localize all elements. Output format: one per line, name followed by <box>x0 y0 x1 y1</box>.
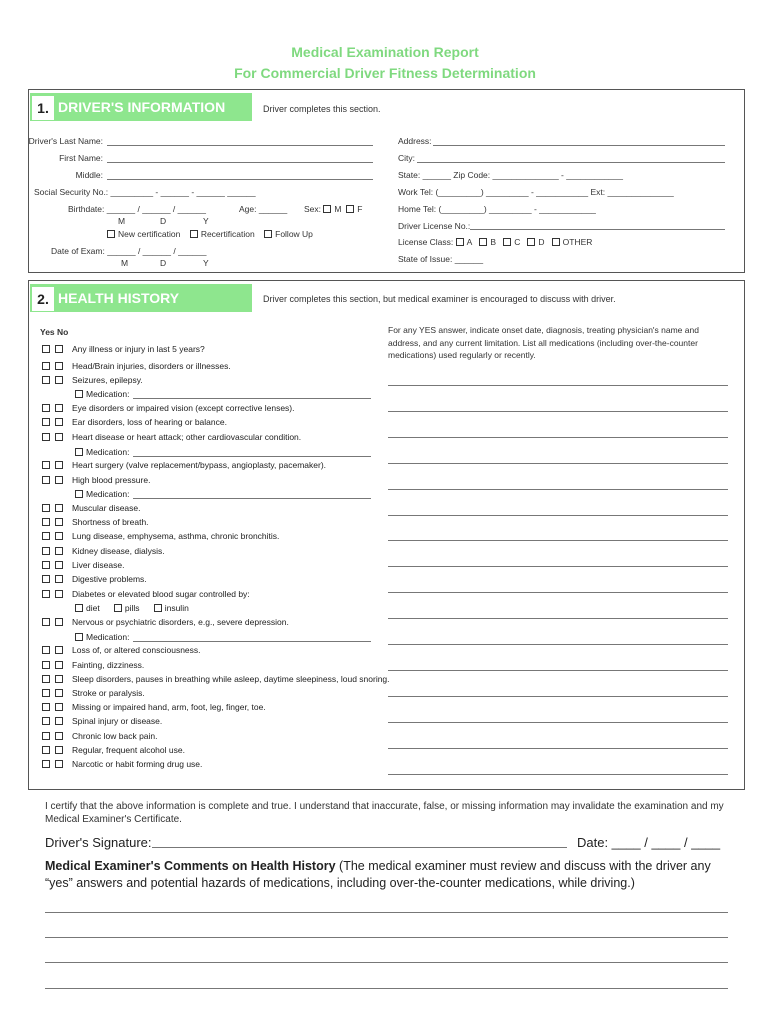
sex-m-checkbox[interactable] <box>323 205 331 213</box>
class-other-label: OTHER <box>562 237 593 247</box>
no-checkbox[interactable] <box>55 717 63 725</box>
exam-mdy-d: D <box>160 258 167 268</box>
no-checkbox[interactable] <box>55 618 63 626</box>
diet-checkbox[interactable] <box>75 604 83 612</box>
yes-checkbox[interactable] <box>42 732 50 740</box>
no-checkbox[interactable] <box>55 575 63 583</box>
yes-checkbox[interactable] <box>42 760 50 768</box>
yes-checkbox[interactable] <box>42 362 50 370</box>
last-name-label: Driver's Last Name: <box>28 136 103 146</box>
signature-field[interactable] <box>152 847 567 848</box>
mdy-y: Y <box>203 216 209 226</box>
explanation-line[interactable] <box>388 644 728 645</box>
home-tel-field[interactable]: Home Tel: (_________) _________ - ____________ <box>398 204 596 214</box>
health-item-label: Seizures, epilepsy. <box>72 375 143 385</box>
no-checkbox[interactable] <box>55 345 63 353</box>
recert-label: Recertification <box>200 229 255 239</box>
medication-row <box>75 632 129 642</box>
section1-note: Driver completes this section. <box>263 104 381 114</box>
health-item <box>42 517 149 527</box>
health-item-label: Digestive problems. <box>72 574 147 584</box>
medication-label: Medication: <box>86 632 130 642</box>
explanation-line[interactable] <box>388 592 728 593</box>
health-item-label: Heart surgery (valve replacement/bypass, angioplasty, pacemaker). <box>72 460 327 470</box>
no-checkbox[interactable] <box>55 703 63 711</box>
health-item <box>42 403 295 413</box>
yes-checkbox[interactable] <box>42 418 50 426</box>
diet-label: diet <box>86 603 100 613</box>
yes-checkbox[interactable] <box>42 532 50 540</box>
health-item-label: Fainting, dizziness. <box>72 660 145 670</box>
health-item-label: High blood pressure. <box>72 475 151 485</box>
explanation-line[interactable] <box>388 566 728 567</box>
follow-up-label: Follow Up <box>275 229 313 239</box>
sex-m-label: M <box>334 204 342 214</box>
section1-header <box>30 93 252 121</box>
class-c-label: C <box>514 237 521 247</box>
health-item <box>42 361 231 371</box>
comment-line[interactable] <box>45 962 728 963</box>
health-item-label: Spinal injury or disease. <box>72 716 163 726</box>
section2-header <box>30 284 252 312</box>
health-item <box>42 674 390 684</box>
health-item-label: Liver disease. <box>72 560 125 570</box>
no-checkbox[interactable] <box>55 362 63 370</box>
medication-label: Medication: <box>86 389 130 399</box>
health-item-label: Loss of, or altered consciousness. <box>72 645 201 655</box>
sex-options <box>304 204 362 214</box>
examiner-comments-heading <box>45 858 735 892</box>
yes-checkbox[interactable] <box>42 575 50 583</box>
health-item <box>42 759 202 769</box>
medication-row <box>75 489 129 499</box>
health-item-label: Sleep disorders, pauses in breathing while asleep, daytime sleepiness, loud snoring. <box>72 674 390 684</box>
yes-checkbox[interactable] <box>42 404 50 412</box>
explanation-line[interactable] <box>388 748 728 749</box>
health-item <box>42 475 150 485</box>
class-d-label: D <box>538 237 545 247</box>
health-item-label: Narcotic or habit forming drug use. <box>72 759 203 769</box>
health-item <box>42 731 158 741</box>
yes-checkbox[interactable] <box>42 518 50 526</box>
health-item-label: Nervous or psychiatric disorders, e.g., severe depression. <box>72 617 289 627</box>
yes-checkbox[interactable] <box>42 703 50 711</box>
yes-checkbox[interactable] <box>42 561 50 569</box>
sex-label: Sex: <box>304 204 322 214</box>
first-name-field[interactable] <box>107 162 373 163</box>
no-checkbox[interactable] <box>55 518 63 526</box>
no-checkbox[interactable] <box>55 547 63 555</box>
insulin-checkbox[interactable] <box>154 604 162 612</box>
explanation-line[interactable] <box>388 540 728 541</box>
class-other-checkbox[interactable] <box>552 238 560 246</box>
yes-checkbox[interactable] <box>42 504 50 512</box>
comments-bold: Medical Examiner's Comments on Health History <box>45 859 336 873</box>
medication-field[interactable] <box>133 641 371 642</box>
health-item <box>42 660 144 670</box>
health-item <box>42 645 201 655</box>
last-name-field[interactable] <box>107 145 373 146</box>
explanation-line[interactable] <box>388 411 728 412</box>
recert-checkbox[interactable] <box>190 230 198 238</box>
middle-field[interactable] <box>107 179 373 180</box>
no-checkbox[interactable] <box>55 689 63 697</box>
no-checkbox[interactable] <box>55 760 63 768</box>
health-item <box>42 503 141 513</box>
no-checkbox[interactable] <box>55 746 63 754</box>
explanation-line[interactable] <box>388 515 728 516</box>
mdy-m: M <box>118 216 126 226</box>
explanation-line[interactable] <box>388 696 728 697</box>
health-item-label: Chronic low back pain. <box>72 731 158 741</box>
health-item <box>42 574 147 584</box>
medication-row <box>75 447 129 457</box>
no-checkbox[interactable] <box>55 476 63 484</box>
medication-label: Medication: <box>86 489 130 499</box>
health-item <box>42 546 165 556</box>
yes-instructions: For any YES answer, indicate onset date, diagnosis, treating physician's name and address, and any current limitation. List all medications (including over-the-counter medications) used regularly or recently. <box>388 325 699 360</box>
no-checkbox[interactable] <box>55 732 63 740</box>
health-item <box>42 688 145 698</box>
license-class-label: License Class: <box>398 237 454 247</box>
explanation-line[interactable] <box>388 722 728 723</box>
comment-line[interactable] <box>45 912 728 913</box>
health-item-label: Ear disorders, loss of hearing or balance. <box>72 417 227 427</box>
sex-f-label: F <box>357 204 363 214</box>
health-item <box>42 375 143 385</box>
exam-mdy-m: M <box>121 258 129 268</box>
yes-checkbox[interactable] <box>42 590 50 598</box>
comment-line[interactable] <box>45 937 728 938</box>
license-class-row <box>398 237 592 247</box>
section2-title: HEALTH HISTORY <box>58 290 180 306</box>
health-item-label: Shortness of breath. <box>72 517 149 527</box>
health-item <box>42 460 326 470</box>
yes-checkbox[interactable] <box>42 547 50 555</box>
yes-checkbox[interactable] <box>42 675 50 683</box>
mdy-d: D <box>160 216 167 226</box>
no-checkbox[interactable] <box>55 661 63 669</box>
health-item <box>42 745 185 755</box>
first-name-label: First Name: <box>59 153 103 163</box>
medication-checkbox[interactable] <box>75 448 83 456</box>
city-label: City: <box>398 153 415 163</box>
yes-checkbox[interactable] <box>42 646 50 654</box>
class-c-checkbox[interactable] <box>503 238 511 246</box>
address-label: Address: <box>398 136 432 146</box>
no-checkbox[interactable] <box>55 433 63 441</box>
medication-row <box>75 389 129 399</box>
health-item-label: Stroke or paralysis. <box>72 688 145 698</box>
health-item-label: Diabetes or elevated blood sugar controlled by: <box>72 589 250 599</box>
section2-number: 2. <box>32 287 54 311</box>
new-cert-label: New certification <box>118 229 181 239</box>
address-field[interactable] <box>433 145 725 146</box>
state-issue-field[interactable]: State of Issue: ______ <box>398 254 484 264</box>
comments-rest: (The medical examiner must review and discuss with the driver any “yes” answers and potential hazards of medications, including over-the-counter medications, while driving.) <box>45 859 711 890</box>
no-checkbox[interactable] <box>55 404 63 412</box>
certify-statement: I certify that the above information is complete and true. I understand that inaccurate, false, or missing information may invalidate the examination and my Medical Examiner's Certificate. <box>45 801 724 825</box>
explanation-line[interactable] <box>388 670 728 671</box>
cert-options <box>107 229 313 239</box>
health-item <box>42 417 227 427</box>
class-b-label: B <box>490 237 497 247</box>
class-b-checkbox[interactable] <box>479 238 487 246</box>
state-zip-field[interactable]: State: ______ Zip Code: ______________ - ____________ <box>398 170 623 180</box>
health-item <box>42 344 205 354</box>
health-item-label: Missing or impaired hand, arm, foot, leg, finger, toe. <box>72 702 266 712</box>
health-item <box>42 702 266 712</box>
explanation-line[interactable] <box>388 774 728 775</box>
health-item-label: Heart disease or heart attack; other cardiovascular condition. <box>72 432 302 442</box>
explanation-line[interactable] <box>388 463 728 464</box>
health-item <box>42 531 279 541</box>
health-item-label: Lung disease, emphysema, asthma, chronic bronchitis. <box>72 531 280 541</box>
no-checkbox[interactable] <box>55 418 63 426</box>
city-field[interactable] <box>417 162 725 163</box>
health-item <box>42 589 250 599</box>
yes-checkbox[interactable] <box>42 717 50 725</box>
age-field[interactable]: Age: ______ <box>239 204 288 214</box>
explanation-line[interactable] <box>388 437 728 438</box>
yes-checkbox[interactable] <box>42 376 50 384</box>
middle-label: Middle: <box>75 170 103 180</box>
health-item-label: Regular, frequent alcohol use. <box>72 745 185 755</box>
form-subtitle: For Commercial Driver Fitness Determination <box>234 65 536 81</box>
ssn-field[interactable]: Social Security No.: _________ - ______ - ______ ______ <box>34 187 256 197</box>
no-checkbox[interactable] <box>55 376 63 384</box>
exam-mdy-y: Y <box>203 258 209 268</box>
health-item <box>42 432 301 442</box>
follow-up-checkbox[interactable] <box>264 230 272 238</box>
health-item <box>42 617 289 627</box>
explanation-line[interactable] <box>388 618 728 619</box>
health-item-label: Eye disorders or impaired vision (except corrective lenses). <box>72 403 295 413</box>
no-checkbox[interactable] <box>55 504 63 512</box>
new-cert-checkbox[interactable] <box>107 230 115 238</box>
pills-label: pills <box>124 603 140 613</box>
no-checkbox[interactable] <box>55 646 63 654</box>
yes-checkbox[interactable] <box>42 689 50 697</box>
medication-label: Medication: <box>86 447 130 457</box>
medication-field[interactable] <box>133 456 371 457</box>
no-checkbox[interactable] <box>55 461 63 469</box>
signature-label: Driver's Signature: <box>45 835 152 850</box>
no-checkbox[interactable] <box>55 590 63 598</box>
medication-field[interactable] <box>133 498 371 499</box>
form-title: Medical Examination Report <box>291 44 479 60</box>
medication-checkbox[interactable] <box>75 490 83 498</box>
class-d-checkbox[interactable] <box>527 238 535 246</box>
yes-checkbox[interactable] <box>42 746 50 754</box>
yes-checkbox[interactable] <box>42 461 50 469</box>
section1-title: DRIVER'S INFORMATION <box>58 99 226 115</box>
no-checkbox[interactable] <box>55 561 63 569</box>
health-item <box>42 560 124 570</box>
explanation-line[interactable] <box>388 385 728 386</box>
no-checkbox[interactable] <box>55 532 63 540</box>
health-item <box>42 716 162 726</box>
date-exam-field[interactable]: Date of Exam: ______ / ______ / ______ <box>51 246 207 256</box>
health-item-label: Muscular disease. <box>72 503 141 513</box>
class-a-label: A <box>466 237 473 247</box>
yes-checkbox[interactable] <box>42 618 50 626</box>
birthdate-field[interactable]: Birthdate: ______ / ______ / ______ <box>68 204 207 214</box>
comment-line[interactable] <box>45 988 728 989</box>
yes-checkbox[interactable] <box>42 476 50 484</box>
no-checkbox[interactable] <box>55 675 63 683</box>
license-no-field[interactable] <box>470 229 725 230</box>
explanation-line[interactable] <box>388 489 728 490</box>
license-no-label: Driver License No.: <box>398 221 471 231</box>
medication-checkbox[interactable] <box>75 390 83 398</box>
section2-note: Driver completes this section, but medical examiner is encouraged to discuss with driver. <box>263 294 616 304</box>
section1-number: 1. <box>32 96 54 120</box>
insulin-label: insulin <box>164 603 189 613</box>
pills-checkbox[interactable] <box>114 604 122 612</box>
health-item-label: Any illness or injury in last 5 years? <box>72 344 205 354</box>
diabetes-options <box>75 603 189 613</box>
health-item-label: Kidney disease, dialysis. <box>72 546 165 556</box>
yes-checkbox[interactable] <box>42 433 50 441</box>
yes-checkbox[interactable] <box>42 345 50 353</box>
class-a-checkbox[interactable] <box>456 238 464 246</box>
signature-date-field[interactable]: Date: ____ / ____ / ____ <box>577 835 721 850</box>
medication-field[interactable] <box>133 398 371 399</box>
yes-checkbox[interactable] <box>42 661 50 669</box>
medication-checkbox[interactable] <box>75 633 83 641</box>
work-tel-field[interactable]: Work Tel: (_________) _________ - ___________ Ext: ______________ <box>398 187 674 197</box>
sex-f-checkbox[interactable] <box>346 205 354 213</box>
health-item-label: Head/Brain injuries, disorders or illnesses. <box>72 361 231 371</box>
yes-no-header: Yes No <box>40 327 69 337</box>
